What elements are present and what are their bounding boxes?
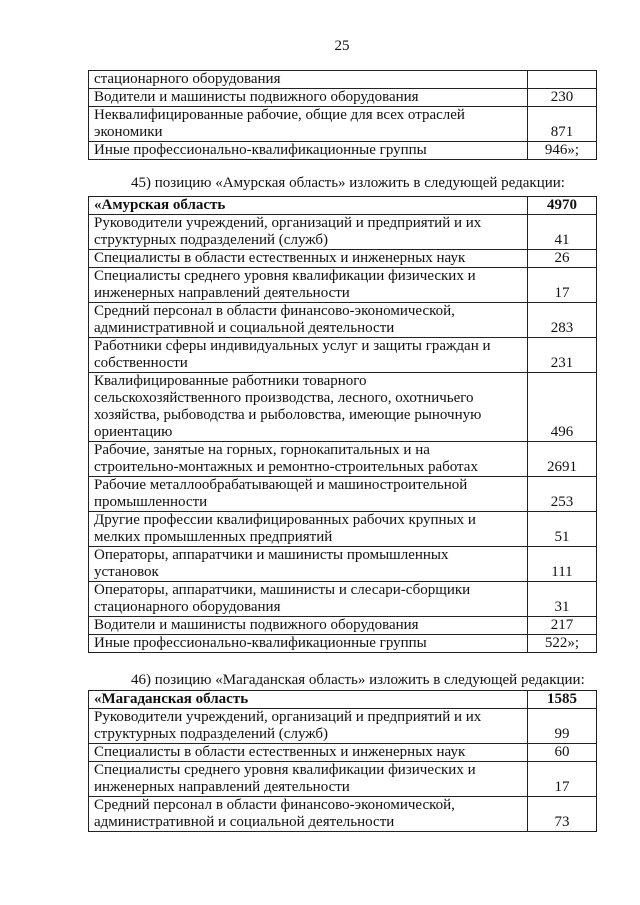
table-header-row bbox=[89, 691, 597, 709]
region-total: 1585 bbox=[528, 691, 597, 709]
table-row bbox=[89, 71, 597, 89]
row-label: Руководители учреждений, организаций и предприятий и их структурных подразделений (служб) bbox=[89, 709, 528, 744]
region-name: «Магаданская область bbox=[89, 691, 528, 709]
table-row bbox=[89, 797, 597, 832]
row-label: Рабочие металлообрабатывающей и машиностроительной промышленности bbox=[89, 477, 528, 512]
row-value: 17 bbox=[528, 762, 597, 797]
row-label: Руководители учреждений, организаций и предприятий и их структурных подразделений (служб) bbox=[89, 215, 528, 250]
row-label: Иные профессионально-квалификационные группы bbox=[89, 142, 528, 160]
table-row bbox=[89, 547, 597, 582]
row-value: 231 bbox=[528, 338, 597, 373]
row-label: Рабочие, занятые на горных, горнокапитальных и на строительно-монтажных и ремонтно-строительных работах bbox=[89, 442, 528, 477]
row-value bbox=[528, 71, 597, 89]
magadan-region-table bbox=[88, 690, 597, 832]
row-value: 31 bbox=[528, 582, 597, 617]
continuation-table bbox=[88, 70, 597, 160]
amur-region-table bbox=[88, 196, 597, 653]
table-row bbox=[89, 250, 597, 268]
table-row bbox=[89, 215, 597, 250]
table-row bbox=[89, 442, 597, 477]
table-row bbox=[89, 338, 597, 373]
region-name: «Амурская область bbox=[89, 197, 528, 215]
amendment-instruction-46: 46) позицию «Магаданская область» изложить в следующей редакции: bbox=[131, 672, 585, 688]
row-value: 2691 bbox=[528, 442, 597, 477]
row-value: 522»; bbox=[528, 635, 597, 653]
row-label: Другие профессии квалифицированных рабочих крупных и мелких промышленных предприятий bbox=[89, 512, 528, 547]
amendment-instruction-45: 45) позицию «Амурская область» изложить в следующей редакции: bbox=[131, 175, 565, 191]
table-row bbox=[89, 709, 597, 744]
table-row bbox=[89, 617, 597, 635]
table-row bbox=[89, 762, 597, 797]
row-value: 111 bbox=[528, 547, 597, 582]
row-value: 496 bbox=[528, 373, 597, 442]
row-label: Неквалифицированные рабочие, общие для всех отраслей экономики bbox=[89, 107, 528, 142]
table-row bbox=[89, 744, 597, 762]
row-label: стационарного оборудования bbox=[89, 71, 528, 89]
row-label: Специалисты среднего уровня квалификации физических и инженерных направлений деятельности bbox=[89, 268, 528, 303]
row-label: Средний персонал в области финансово-экономической, административной и социальной деятельности bbox=[89, 797, 528, 832]
table-row bbox=[89, 107, 597, 142]
table-row bbox=[89, 142, 597, 160]
table-row bbox=[89, 635, 597, 653]
row-value: 217 bbox=[528, 617, 597, 635]
table-row bbox=[89, 303, 597, 338]
row-value: 60 bbox=[528, 744, 597, 762]
row-value: 41 bbox=[528, 215, 597, 250]
row-label: Специалисты среднего уровня квалификации физических и инженерных направлений деятельности bbox=[89, 762, 528, 797]
row-label: Водители и машинисты подвижного оборудования bbox=[89, 617, 528, 635]
row-label: Работники сферы индивидуальных услуг и защиты граждан и собственности bbox=[89, 338, 528, 373]
page-number: 25 bbox=[334, 38, 350, 54]
table-row bbox=[89, 89, 597, 107]
table-row bbox=[89, 268, 597, 303]
row-label: Специалисты в области естественных и инженерных наук bbox=[89, 250, 528, 268]
table-row bbox=[89, 373, 597, 442]
region-total: 4970 bbox=[528, 197, 597, 215]
row-label: Специалисты в области естественных и инженерных наук bbox=[89, 744, 528, 762]
row-label: Водители и машинисты подвижного оборудования bbox=[89, 89, 528, 107]
row-value: 99 bbox=[528, 709, 597, 744]
row-value: 73 bbox=[528, 797, 597, 832]
row-label: Квалифицированные работники товарного сельскохозяйственного производства, лесного, охотничьего хозяйства, рыбоводства и рыболовства, имеющие рыночную ориентацию bbox=[89, 373, 528, 442]
row-label: Операторы, аппаратчики и машинисты промышленных установок bbox=[89, 547, 528, 582]
row-value: 26 bbox=[528, 250, 597, 268]
table-row bbox=[89, 477, 597, 512]
row-value: 253 bbox=[528, 477, 597, 512]
row-value: 283 bbox=[528, 303, 597, 338]
table-row bbox=[89, 582, 597, 617]
row-label: Операторы, аппаратчики, машинисты и слесари-сборщики стационарного оборудования bbox=[89, 582, 528, 617]
row-value: 946»; bbox=[528, 142, 597, 160]
table-header-row bbox=[89, 197, 597, 215]
row-label: Иные профессионально-квалификационные группы bbox=[89, 635, 528, 653]
row-label: Средний персонал в области финансово-экономической, административной и социальной деятельности bbox=[89, 303, 528, 338]
row-value: 230 bbox=[528, 89, 597, 107]
row-value: 17 bbox=[528, 268, 597, 303]
table-row bbox=[89, 512, 597, 547]
row-value: 871 bbox=[528, 107, 597, 142]
row-value: 51 bbox=[528, 512, 597, 547]
